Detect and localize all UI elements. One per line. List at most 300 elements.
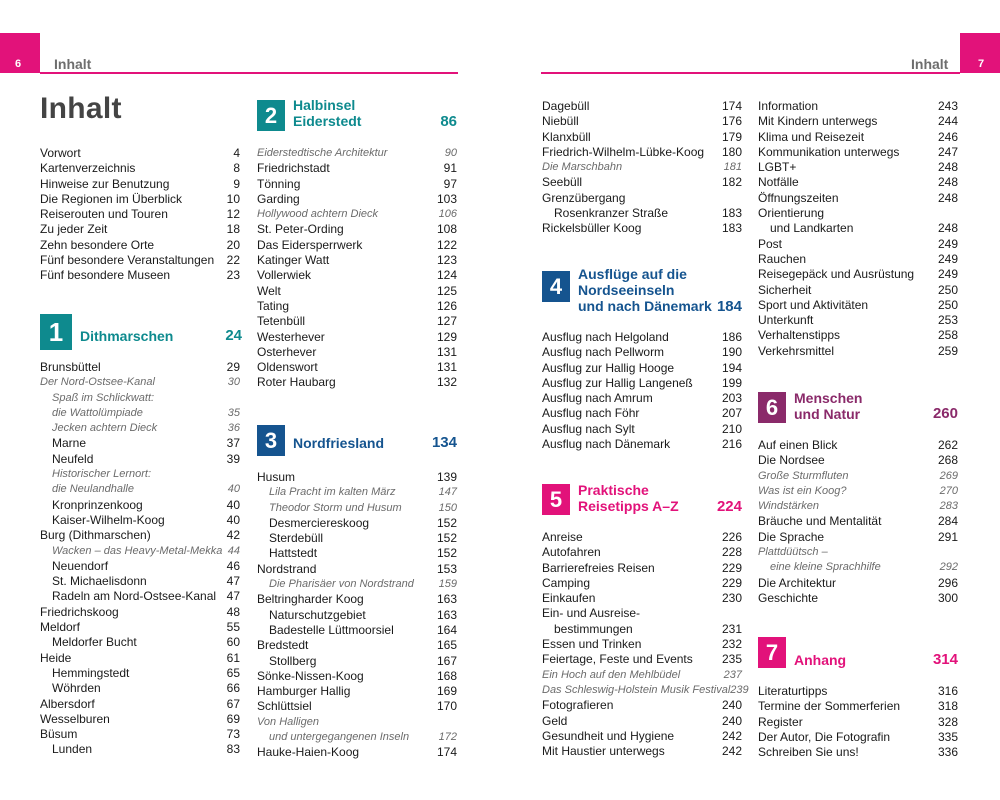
- toc-entry-title: Notfälle: [758, 175, 799, 190]
- toc-entry: [542, 99, 742, 114]
- toc-entry: [758, 499, 958, 514]
- toc-entry-title: Große Sturmfluten: [758, 469, 849, 482]
- toc-entry-title: bestimmungen: [554, 621, 633, 636]
- chapter-6-title-line1: Menschen: [794, 390, 863, 406]
- toc-entry-title: Badestelle Lüttmoorsiel: [269, 622, 394, 637]
- toc-entry-page: 269: [939, 469, 958, 482]
- toc-entry: [257, 546, 457, 561]
- toc-entry: [257, 299, 457, 314]
- toc-entry: [758, 344, 958, 359]
- toc-entry: [40, 528, 240, 543]
- chapter-7-list: [758, 684, 958, 760]
- chapter-7-page: 314: [932, 651, 958, 668]
- toc-entry-title: Windstärken: [758, 500, 820, 513]
- toc-entry: [257, 654, 457, 669]
- toc-entry-page: 167: [436, 653, 457, 668]
- toc-entry-title: Post: [758, 236, 783, 251]
- toc-entry: [257, 161, 457, 176]
- toc-entry: [257, 608, 457, 623]
- toc-entry-page: 182: [721, 175, 742, 190]
- toc-entry-title: Albersdorf: [40, 696, 95, 711]
- toc-entry-title: Orientierung: [758, 206, 825, 221]
- toc-entry-title: Stollberg: [269, 653, 317, 668]
- toc-entry-title: Radeln am Nord-Ostsee-Kanal: [52, 589, 217, 604]
- toc-entry: [40, 146, 240, 161]
- toc-entry-page: 194: [721, 360, 742, 375]
- toc-entry-title: Lila Pracht im kalten März: [269, 486, 396, 499]
- chapter-5-list: [542, 530, 749, 759]
- toc-entry-title: Husum: [257, 470, 296, 484]
- toc-entry: [40, 651, 240, 666]
- toc-entry-page: 123: [436, 253, 457, 268]
- toc-entry-title: Wacken – das Heavy-Metal-Mekka: [52, 544, 223, 557]
- chapter-3-title: Nordfriesland: [293, 435, 385, 451]
- toc-entry-page: 69: [226, 711, 240, 726]
- toc-entry: [758, 484, 958, 499]
- toc-entry-page: 159: [438, 578, 457, 591]
- toc-entry: [758, 114, 958, 129]
- toc-entry: [257, 577, 457, 592]
- toc-entry-title: Reiserouten und Touren: [40, 207, 168, 222]
- toc-entry: [758, 530, 958, 545]
- toc-entry: [257, 284, 457, 299]
- toc-entry-title: Barrierefreies Reisen: [542, 560, 655, 575]
- toc-entry: [758, 730, 958, 745]
- toc-entry-title: Sicherheit: [758, 282, 812, 297]
- toc-entry-page: 147: [438, 486, 457, 499]
- toc-entry-title: Neufeld: [52, 451, 94, 466]
- toc-entry-page: 66: [226, 681, 240, 696]
- toc-entry: [257, 745, 457, 760]
- toc-entry-page: 12: [226, 207, 240, 222]
- toc-entry: [257, 470, 457, 485]
- toc-entry-page: 48: [226, 604, 240, 619]
- toc-entry-page: 240: [721, 713, 742, 728]
- chapter-7-heading: [758, 637, 958, 669]
- toc-entry-page: 248: [937, 221, 958, 236]
- toc-entry-page: 152: [436, 531, 457, 546]
- toc-entry-title: Die Pharisäer von Nordstrand: [269, 578, 414, 591]
- toc-entry: [257, 638, 457, 653]
- toc-entry: [257, 684, 457, 699]
- toc-entry-title: Schlüttsiel: [257, 699, 312, 714]
- toc-entry: [40, 666, 240, 681]
- toc-entry-title: Theodor Storm und Husum: [269, 501, 402, 514]
- chapter-4-page: 184: [716, 298, 742, 315]
- toc-entry: [257, 345, 457, 360]
- toc-entry-title: Sport und Aktivitäten: [758, 297, 869, 312]
- toc-entry-page: 20: [226, 237, 240, 252]
- toc-entry: [542, 437, 742, 452]
- toc-entry-title: Friedrichstadt: [257, 161, 330, 176]
- toc-entry-page: 291: [937, 529, 958, 544]
- toc-entry-title: Die Architektur: [758, 575, 837, 590]
- toc-entry-page: 174: [721, 99, 742, 113]
- toc-entry-page: 40: [226, 497, 240, 512]
- toc-entry-page: 328: [937, 714, 958, 729]
- running-title-right: Inhalt: [911, 56, 949, 72]
- toc-entry: [542, 175, 742, 190]
- toc-entry: [40, 620, 240, 635]
- toc-entry: [542, 114, 742, 129]
- toc-entry: [257, 501, 457, 516]
- toc-entry-title: Hattstedt: [269, 546, 318, 561]
- toc-entry-page: 228: [721, 545, 742, 560]
- toc-entry-title: Niebüll: [542, 114, 579, 129]
- toc-entry-title: Verkehrsmittel: [758, 343, 835, 358]
- chapter-6-title: [794, 390, 862, 422]
- toc-entry: [40, 635, 240, 650]
- toc-entry-title: Naturschutzgebiet: [269, 607, 366, 622]
- toc-entry-page: 4: [233, 146, 240, 160]
- toc-entry-title: Verhaltenstipps: [758, 328, 841, 343]
- toc-entry: [257, 207, 457, 222]
- toc-entry-title: Oldenswort: [257, 360, 318, 375]
- toc-entry-page: 250: [937, 282, 958, 297]
- toc-entry: [40, 681, 240, 696]
- toc-entry-title: Zehn besondere Orte: [40, 237, 155, 252]
- toc-entry: [542, 376, 742, 391]
- toc-entry: [758, 99, 958, 114]
- toc-entry-title: Mit Kindern unterwegs: [758, 114, 878, 129]
- toc-entry: [257, 562, 457, 577]
- toc-entry-page: 125: [436, 283, 457, 298]
- toc-entry: [40, 712, 240, 727]
- toc-entry: [758, 715, 958, 730]
- toc-entry-title: Sönke-Nissen-Koog: [257, 668, 364, 683]
- toc-entry: [542, 391, 742, 406]
- toc-entry: [257, 177, 457, 192]
- toc-entry: [257, 699, 457, 714]
- toc-entry: [257, 669, 457, 684]
- toc-entry-page: 169: [436, 684, 457, 699]
- chapter-2-title: [293, 97, 361, 129]
- chapter-6-heading: [758, 390, 958, 424]
- toc-entry: [40, 605, 240, 620]
- toc-entry-page: 60: [226, 635, 240, 650]
- toc-entry-page: 207: [721, 406, 742, 421]
- chapter-2-number: 2: [257, 100, 285, 131]
- chapter-3-heading: [257, 425, 457, 457]
- chapter-5-heading: [542, 482, 742, 516]
- toc-entry-page: 181: [723, 161, 742, 174]
- toc-entry-page: 250: [937, 297, 958, 312]
- toc-entry-title: Register: [758, 714, 803, 729]
- toc-entry: [542, 683, 749, 698]
- toc-entry: [542, 130, 742, 145]
- toc-entry-page: 176: [721, 114, 742, 129]
- toc-entry-page: 29: [226, 360, 240, 374]
- toc-entry-title: Marne: [52, 436, 87, 451]
- toc-entry-page: 97: [443, 176, 457, 191]
- toc-entry: [542, 191, 742, 206]
- toc-entry-title: Friedrichskoog: [40, 604, 119, 619]
- chapter-5-continued-list: [758, 99, 958, 359]
- toc-entry: [542, 145, 742, 160]
- intro-list: [40, 146, 240, 284]
- toc-entry-page: 37: [226, 436, 240, 451]
- toc-entry-title: Ausflug zur Hallig Hooge: [542, 360, 675, 375]
- toc-entry-title: Schreiben Sie uns!: [758, 745, 859, 760]
- toc-entry: [542, 206, 742, 221]
- toc-entry-page: 35: [227, 406, 240, 419]
- toc-entry-title: Jecken achtern Dieck: [52, 422, 158, 435]
- toc-entry-title: Bredstedt: [257, 638, 309, 653]
- toc-entry: [40, 727, 240, 742]
- toc-entry-page: 229: [721, 560, 742, 575]
- toc-entry-page: 36: [227, 422, 240, 435]
- toc-entry-title: Rickelsbüller Koog: [542, 221, 642, 236]
- toc-entry: [40, 559, 240, 574]
- toc-entry-title: Bräuche und Mentalität: [758, 514, 882, 529]
- toc-entry: [758, 438, 958, 453]
- toc-entry: [40, 177, 240, 192]
- toc-entry-page: 183: [721, 221, 742, 236]
- toc-entry-title: Lunden: [52, 742, 93, 757]
- toc-entry-page: 231: [721, 621, 742, 636]
- toc-entry-page: 203: [721, 391, 742, 406]
- chapter-5-title: [578, 482, 679, 514]
- toc-entry-title: Büsum: [40, 727, 78, 742]
- toc-entry-page: 300: [937, 590, 958, 605]
- toc-entry-page: 47: [226, 589, 240, 604]
- chapter-4-title-line1: Ausflüge auf die: [578, 266, 687, 282]
- toc-entry: [758, 252, 958, 267]
- toc-entry-title: Wesselburen: [40, 711, 110, 726]
- toc-entry-page: 40: [226, 512, 240, 527]
- toc-entry-page: 131: [436, 344, 457, 359]
- toc-entry: [758, 267, 958, 282]
- toc-entry-page: 106: [438, 208, 457, 221]
- toc-entry-title: Ausflug zur Hallig Langeneß: [542, 375, 693, 390]
- toc-entry-page: 55: [226, 620, 240, 635]
- toc-entry-page: 242: [721, 728, 742, 743]
- toc-entry-title: Nordstrand: [257, 561, 317, 576]
- toc-entry-title: Tating: [257, 298, 290, 313]
- toc-entry: [542, 361, 742, 376]
- toc-entry-title: Meldorf: [40, 620, 81, 635]
- toc-entry-title: Westerhever: [257, 329, 325, 344]
- toc-entry-page: 61: [226, 650, 240, 665]
- toc-entry-title: Autofahren: [542, 545, 601, 560]
- toc-entry-page: 284: [937, 514, 958, 529]
- toc-entry-page: 108: [436, 222, 457, 237]
- toc-entry: [40, 375, 240, 390]
- toc-entry: [758, 221, 958, 236]
- toc-entry: [542, 622, 742, 637]
- toc-entry-page: 248: [937, 160, 958, 175]
- toc-entry: [40, 436, 240, 451]
- toc-entry: [40, 574, 240, 589]
- toc-entry: [257, 146, 457, 161]
- toc-entry-page: 174: [436, 745, 457, 760]
- toc-entry-page: 318: [937, 699, 958, 714]
- toc-entry-title: Ausflug nach Helgoland: [542, 330, 669, 344]
- toc-entry: [542, 698, 742, 713]
- toc-entry-page: 229: [721, 575, 742, 590]
- toc-entry: [257, 375, 457, 390]
- toc-entry-title: Roter Haubarg: [257, 375, 336, 390]
- toc-entry-title: Ausflug nach Dänemark: [542, 437, 671, 452]
- toc-entry: [758, 469, 958, 484]
- toc-entry-title: Anreise: [542, 530, 583, 544]
- toc-entry: [758, 545, 958, 560]
- toc-entry-page: 126: [436, 298, 457, 313]
- toc-entry-title: Sterdebüll: [269, 531, 324, 546]
- toc-entry: [542, 591, 742, 606]
- toc-entry: [758, 576, 958, 591]
- chapter-1-page: 24: [225, 327, 242, 344]
- toc-entry: [758, 145, 958, 160]
- toc-entry-page: 165: [436, 638, 457, 653]
- toc-entry-title: Klima und Reisezeit: [758, 129, 865, 144]
- toc-entry-page: 262: [937, 438, 958, 452]
- chapter-6-number: 6: [758, 392, 786, 423]
- toc-entry-title: Welt: [257, 283, 281, 298]
- toc-entry-title: Grenzübergang: [542, 190, 626, 205]
- toc-entry-title: Ausflug nach Föhr: [542, 406, 640, 421]
- chapter-2-title-line1: Halbinsel: [293, 97, 356, 113]
- toc-entry-page: 163: [436, 607, 457, 622]
- toc-entry: [542, 221, 742, 236]
- toc-entry: [40, 192, 240, 207]
- toc-entry: [40, 268, 240, 283]
- toc-entry-title: Spaß im Schlickwatt:: [52, 391, 155, 404]
- toc-entry: [40, 589, 240, 604]
- toc-entry-page: 258: [937, 328, 958, 343]
- toc-entry: [542, 406, 742, 421]
- chapter-6-page: 260: [932, 405, 958, 422]
- toc-entry: [257, 268, 457, 283]
- toc-entry-title: Hemmingstedt: [52, 665, 130, 680]
- toc-entry-page: 23: [226, 268, 240, 283]
- toc-entry: [40, 498, 240, 513]
- toc-entry-title: Gesundheit und Hygiene: [542, 728, 675, 743]
- toc-entry: [542, 714, 742, 729]
- page-number-right: 7: [978, 58, 985, 70]
- toc-entry-title: Desmerciereskoog: [269, 515, 370, 530]
- toc-entry-title: Feiertage, Feste und Events: [542, 652, 693, 667]
- toc-entry: [542, 561, 742, 576]
- toc-entry-page: 127: [436, 314, 457, 329]
- toc-entry: [40, 452, 240, 467]
- toc-entry-title: Der Nord-Ostsee-Kanal: [40, 376, 155, 389]
- toc-entry-page: 268: [937, 453, 958, 468]
- toc-entry-page: 199: [721, 375, 742, 390]
- chapter-6-title-line2: und Natur: [794, 406, 861, 422]
- toc-entry-page: 65: [226, 665, 240, 680]
- toc-entry: [257, 531, 457, 546]
- chapter-7-number: 7: [758, 637, 786, 668]
- header-rule-right: [541, 72, 960, 74]
- toc-entry: [758, 175, 958, 190]
- toc-entry: [758, 684, 958, 699]
- toc-entry: [40, 253, 240, 268]
- toc-entry-title: Kommunikation unterwegs: [758, 144, 900, 159]
- toc-entry-page: 39: [226, 451, 240, 466]
- toc-entry: [40, 742, 240, 757]
- toc-entry: [257, 192, 457, 207]
- toc-entry: [758, 191, 958, 206]
- toc-entry-title: Ausflug nach Amrum: [542, 391, 653, 406]
- toc-entry-title: Geschichte: [758, 590, 819, 605]
- toc-entry-title: Geld: [542, 713, 568, 728]
- chapter-4-title-line3: und nach Dänemark: [578, 298, 712, 314]
- toc-entry-page: 8: [233, 161, 240, 176]
- toc-entry-title: Vollerwiek: [257, 268, 312, 283]
- toc-entry-title: Die Sprache: [758, 529, 825, 544]
- toc-entry-title: Hamburger Hallig: [257, 684, 351, 699]
- toc-entry-title: Tetenbüll: [257, 314, 306, 329]
- toc-entry-page: 103: [436, 191, 457, 206]
- toc-entry-title: Meldorfer Bucht: [52, 635, 137, 650]
- chapter-1-title: Dithmarschen: [80, 328, 174, 344]
- toc-entry-page: 296: [937, 575, 958, 590]
- toc-entry: [257, 314, 457, 329]
- toc-entry: [542, 652, 742, 667]
- toc-entry: [257, 330, 457, 345]
- page-number-tab-right: [960, 33, 1000, 73]
- toc-entry: [40, 222, 240, 237]
- toc-entry: [257, 485, 457, 500]
- toc-entry-page: 186: [721, 330, 742, 344]
- chapter-1-number: 1: [40, 314, 72, 350]
- toc-entry-title: Von Halligen: [257, 715, 319, 728]
- toc-entry-title: St. Michaelisdonn: [52, 574, 147, 589]
- toc-entry-title: Seebüll: [542, 175, 583, 190]
- toc-entry-title: Tönning: [257, 176, 301, 191]
- toc-entry-title: Osterhever: [257, 344, 317, 359]
- toc-entry-page: 246: [937, 129, 958, 144]
- toc-entry-title: Plattdüütsch –: [758, 546, 828, 559]
- chapter-4-heading: [542, 266, 742, 314]
- toc-entry: [542, 576, 742, 591]
- toc-entry-page: 249: [937, 267, 958, 282]
- toc-entry-title: Hauke-Haien-Koog: [257, 745, 360, 760]
- toc-entry-title: Neuendorf: [52, 558, 109, 573]
- toc-entry-title: Der Autor, Die Fotografin: [758, 729, 891, 744]
- toc-entry: [758, 237, 958, 252]
- toc-entry-title: Termine der Sommerferien: [758, 699, 901, 714]
- toc-entry-page: 336: [937, 745, 958, 760]
- toc-entry-page: 139: [436, 470, 457, 484]
- toc-entry-title: Klanxbüll: [542, 129, 591, 144]
- toc-entry-page: 232: [721, 637, 742, 652]
- toc-entry: [542, 744, 742, 759]
- toc-entry-title: Die Marschbahn: [542, 161, 623, 174]
- toc-entry: [40, 544, 240, 559]
- toc-entry-title: Beltringharder Koog: [257, 592, 364, 607]
- toc-entry: [257, 222, 457, 237]
- toc-entry: [758, 560, 958, 575]
- toc-entry-title: Fünf besondere Museen: [40, 268, 171, 283]
- toc-entry: [758, 514, 958, 529]
- toc-entry-title: Fünf besondere Veranstaltungen: [40, 253, 215, 268]
- chapter-3-list: [257, 470, 457, 761]
- toc-entry: [542, 729, 742, 744]
- toc-entry-title: Kartenverzeichnis: [40, 161, 136, 176]
- toc-entry-title: die Wattolümpiade: [52, 406, 143, 419]
- toc-entry-page: 47: [226, 574, 240, 589]
- toc-entry-page: 180: [721, 144, 742, 159]
- toc-entry-page: 40: [227, 483, 240, 496]
- toc-entry-title: St. Peter-Ording: [257, 222, 344, 237]
- toc-entry: [257, 253, 457, 268]
- toc-entry-page: 129: [436, 329, 457, 344]
- toc-entry: [40, 161, 240, 176]
- toc-entry-page: 131: [436, 360, 457, 375]
- toc-entry-page: 249: [937, 236, 958, 251]
